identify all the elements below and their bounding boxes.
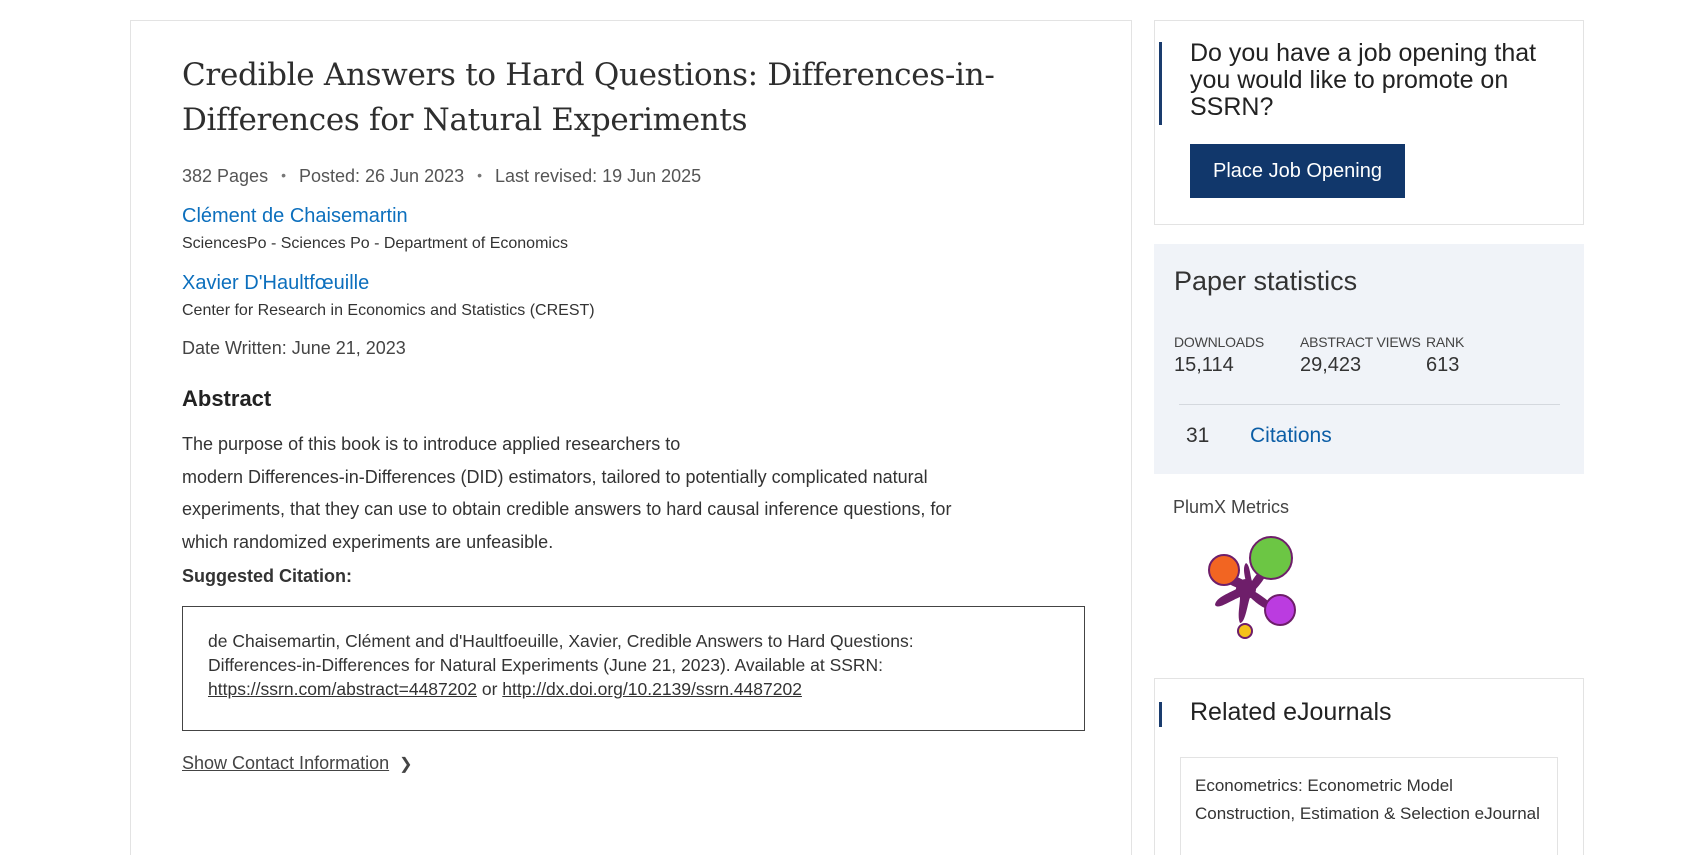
rank-value: 613 (1426, 354, 1460, 376)
plumx-purple-dot-icon (1265, 595, 1295, 625)
chevron-right-icon: ❯ (399, 756, 413, 773)
page-count: 382 Pages (182, 166, 269, 186)
ssrn-abstract-link[interactable]: https://ssrn.com/abstract=4487202 (208, 679, 477, 699)
rank-stat (1426, 334, 1464, 377)
article-card (130, 20, 1132, 855)
accent-bar (1159, 702, 1162, 727)
paper-statistics-title: Paper statistics (1174, 266, 1358, 296)
abstract-line: which randomized experiments are unfeasible. (182, 531, 554, 552)
author-affiliation: Center for Research in Economics and Statistics (CREST) (182, 302, 595, 319)
abstract-line: experiments, that they can use to obtain credible answers to hard causal inference questions, for (182, 499, 952, 519)
citation-links (208, 677, 1060, 701)
downloads-stat (1174, 334, 1264, 377)
plumx-yellow-dot-icon (1238, 624, 1252, 638)
paper-statistics-panel (1154, 244, 1584, 474)
show-contact-information-link[interactable] (182, 753, 413, 774)
downloads-label: DOWNLOADS (1174, 334, 1264, 350)
last-revised-date: Last revised: 19 Jun 2025 (495, 166, 702, 186)
author-link-chaisemartin[interactable]: Clément de Chaisemartin (182, 205, 408, 227)
related-ejournals-card (1154, 678, 1584, 855)
job-promo-question: Do you have a job opening that you would like to promote on SSRN? (1190, 39, 1537, 121)
plumx-green-dot-icon (1250, 537, 1292, 579)
citation-connector: or (481, 679, 498, 699)
job-promo-card (1154, 20, 1584, 225)
accent-bar (1159, 42, 1162, 125)
suggested-citation-label: Suggested Citation: (182, 566, 352, 586)
abstract-views-label: ABSTRACT VIEWS (1300, 334, 1421, 350)
place-job-opening-button[interactable]: Place Job Opening (1190, 144, 1405, 198)
citations-count: 31 (1186, 424, 1210, 447)
doi-link[interactable]: http://dx.doi.org/10.2139/ssrn.4487202 (502, 679, 802, 699)
citations-link[interactable]: Citations (1250, 424, 1332, 447)
abstract-line: modern Differences-in-Differences (DID) estimators, tailored to potentially complicated natural (182, 466, 928, 487)
citation-line: Differences-in-Differences for Natural Experiments (June 21, 2023). Available at SSRN: (208, 655, 884, 675)
abstract-heading: Abstract (182, 386, 272, 411)
contact-link-label: Show Contact Information (182, 753, 390, 773)
date-written: Date Written: June 21, 2023 (182, 338, 406, 358)
abstract-text (182, 428, 972, 558)
citation-line: de Chaisemartin, Clément and d'Haultfoeuille, Xavier, Credible Answers to Hard Questions: (208, 631, 914, 651)
author-link-dhaultfoeuille[interactable]: Xavier D'Haultfœuille (182, 272, 370, 294)
plumx-orange-dot-icon (1209, 555, 1239, 585)
plumx-graphic[interactable] (1200, 535, 1306, 641)
downloads-value: 15,114 (1174, 354, 1234, 376)
stats-divider (1179, 404, 1560, 405)
journal-item[interactable]: Econometrics: Econometric Model Construction, Estimation & Selection eJournal (1180, 757, 1558, 855)
author-affiliation: SciencesPo - Sciences Po - Department of Economics (182, 235, 568, 252)
paper-title: Credible Answers to Hard Questions: Differences-in-Differences for Natural Experiments (182, 57, 995, 138)
rank-label: RANK (1426, 334, 1465, 350)
posted-date: Posted: 26 Jun 2023 (298, 166, 465, 186)
paper-meta (182, 166, 701, 187)
abstract-line: The purpose of this book is to introduce applied researchers to (182, 434, 681, 454)
related-ejournals-title: Related eJournals (1190, 698, 1392, 726)
abstract-views-value: 29,423 (1300, 354, 1362, 376)
meta-separator: • (477, 167, 483, 183)
abstract-views-stat (1300, 334, 1421, 377)
meta-separator: • (281, 167, 286, 183)
citation-box (182, 606, 1085, 731)
plumx-metrics-label: PlumX Metrics (1173, 497, 1290, 517)
